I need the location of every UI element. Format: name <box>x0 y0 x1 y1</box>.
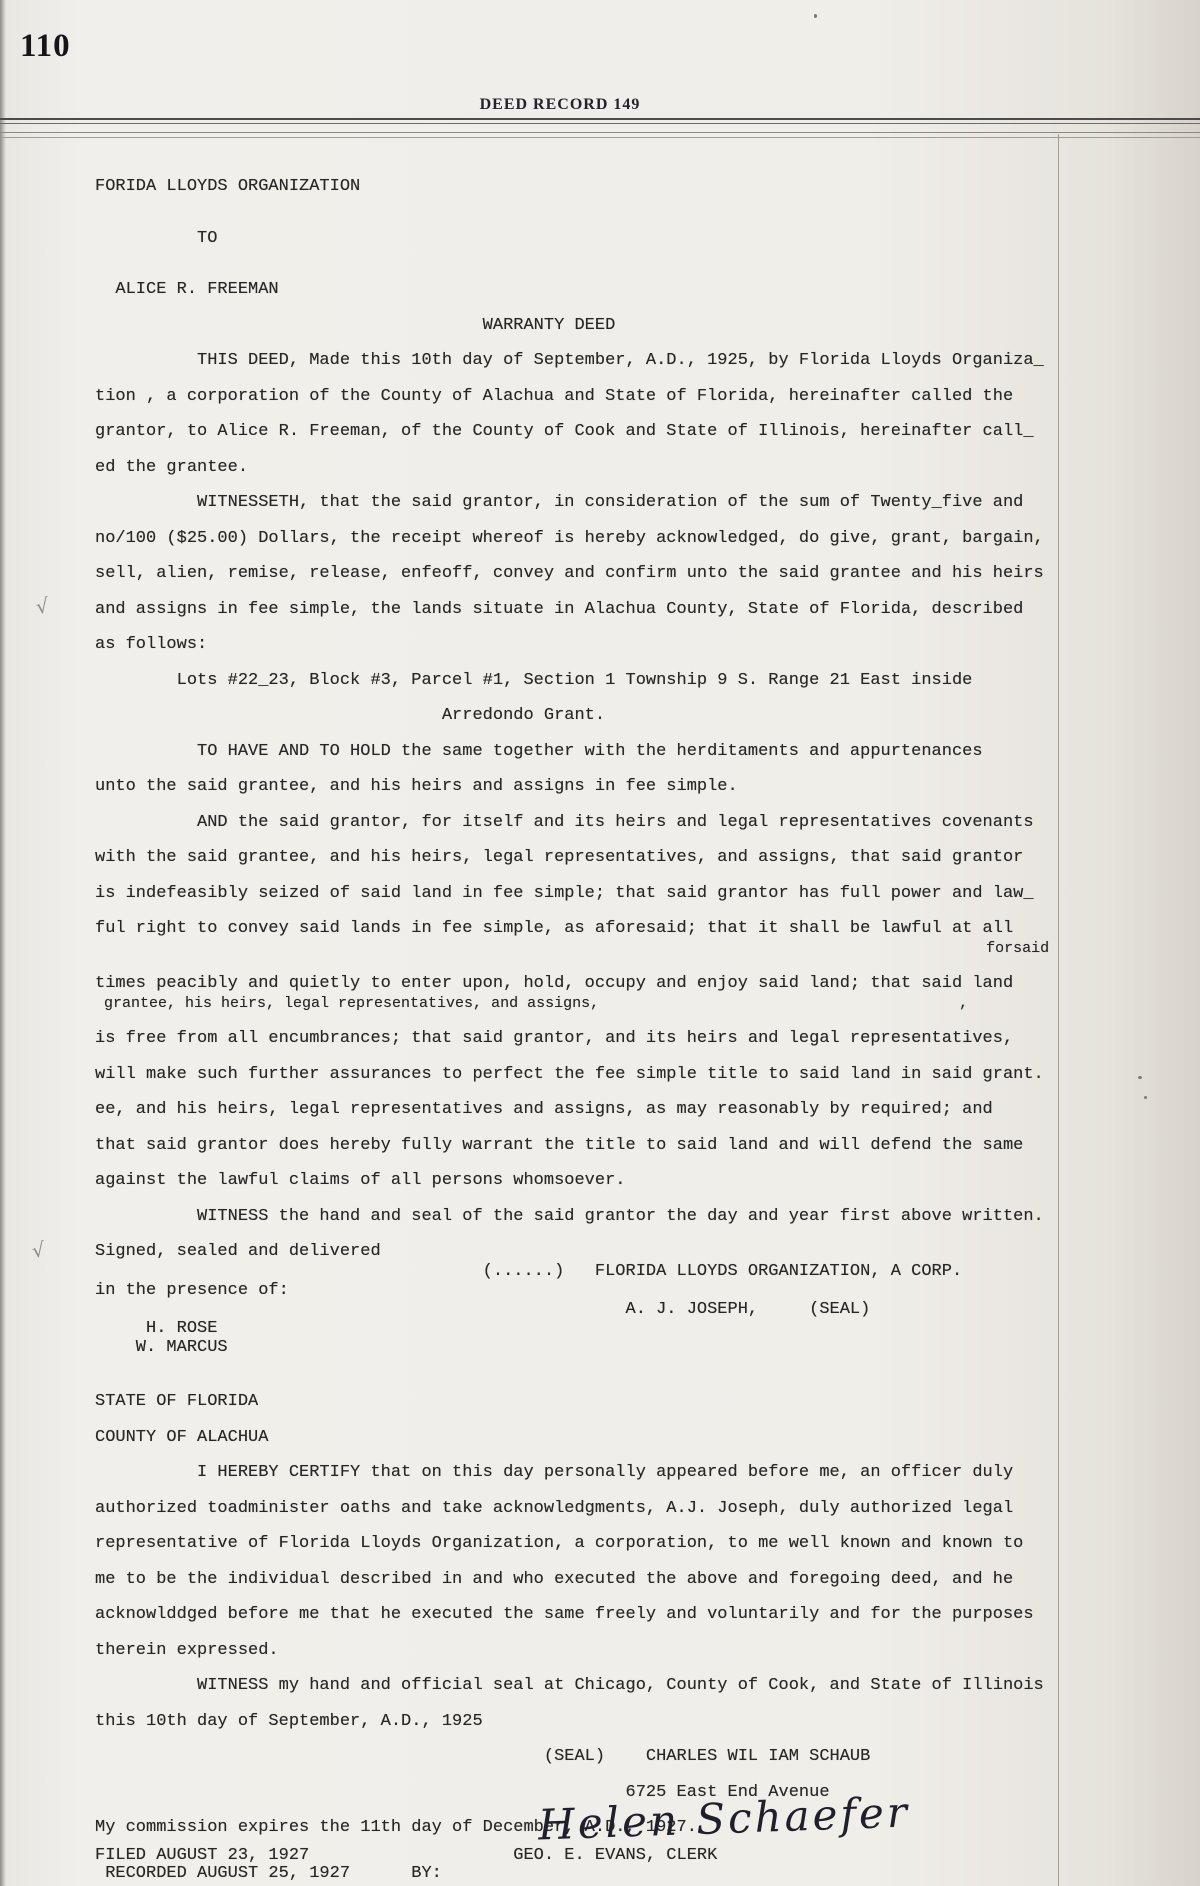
document-line: My commission expires the 11th day of December, A.D., 1927. <box>95 1818 697 1837</box>
document-line: A. J. JOSEPH, (SEAL) <box>95 1299 871 1319</box>
document-line: acknowlddged before me that he executed the same freely and voluntarily and for the purposes <box>95 1605 1034 1624</box>
document-line: Signed, sealed and delivered <box>95 1242 381 1261</box>
document-line: I HEREBY CERTIFY that on this day personally appeared before me, an officer duly <box>95 1463 1014 1482</box>
document-line: will make such further assurances to perfect the fee simple title to said land in said grant. <box>95 1064 1044 1084</box>
page-number: 110 <box>20 28 71 64</box>
document-line: COUNTY OF ALACHUA <box>95 1427 269 1447</box>
document-line: grantor, to Alice R. Freeman, of the County of Cook and State of Illinois, hereinafter call_ <box>95 422 1034 441</box>
document-line: TO <box>95 228 218 248</box>
document-line: authorized toadminister oaths and take acknowledgments, A.J. Joseph, duly authorized legal <box>95 1498 1014 1518</box>
document-line: sell, alien, remise, release, enfeoff, convey and confirm unto the said grantee and his heirs <box>95 564 1044 583</box>
document-line: in the presence of: <box>95 1280 289 1300</box>
document-line: no/100 ($25.00) Dollars, the receipt whereof is hereby acknowledged, do give, grant, bargain, <box>95 528 1044 548</box>
document-line: TO HAVE AND TO HOLD the same together with the herditaments and appurtenances <box>95 741 983 761</box>
document-line: ALICE R. FREEMAN <box>95 280 279 299</box>
document-line: H. ROSE <box>95 1318 218 1338</box>
document-line: unto the said grantee, and his heirs and assigns in fee simple. <box>95 777 738 796</box>
document-line: as follows: <box>95 635 208 654</box>
document-line: WARRANTY DEED <box>95 315 616 335</box>
document-line: Arredondo Grant. <box>95 706 606 725</box>
document-line: (......) FLORIDA LLOYDS ORGANIZATION, A CORP. <box>95 1261 963 1281</box>
document-line: that said grantor does hereby fully warrant the title to said land and will defend the same <box>95 1135 1024 1155</box>
document-line: forsaid <box>95 939 1050 957</box>
scan-speck <box>814 14 817 18</box>
document-line: (SEAL) CHARLES WIL IAM SCHAUB <box>95 1747 871 1766</box>
document-line: THIS DEED, Made this 10th day of September, A.D., 1925, by Florida Lloyds Organiza_ <box>95 351 1044 370</box>
document-line: STATE OF FLORIDA <box>95 1392 259 1411</box>
scan-speck <box>1138 1076 1142 1079</box>
document-line <box>95 1372 1155 1391</box>
clerk-signature: Helen Schaefer <box>537 1787 911 1850</box>
document-line: is free from all encumbrances; that said grantor, and its heirs and legal representatives, <box>95 1029 1014 1048</box>
document-line: RECORDED AUGUST 25, 1927 BY: <box>95 1863 442 1883</box>
document-line: this 10th day of September, A.D., 1925 <box>95 1711 483 1731</box>
document-line: ful right to convey said lands in fee simple, as aforesaid; that it shall be lawful at all <box>95 919 1014 938</box>
scan-speck <box>1144 1096 1147 1099</box>
document-line: ed the grantee. <box>95 457 249 477</box>
document-line: with the said grantee, and his heirs, legal representatives, and assigns, that said grantor <box>95 848 1024 867</box>
document-line: grantee, his heirs, legal representatives, and assigns, , <box>95 994 969 1012</box>
document-line: times peacibly and quietly to enter upon, hold, occupy and enjoy said land; that said land <box>95 974 1014 993</box>
document-line: FILED AUGUST 23, 1927 GEO. E. EVANS, CLERK <box>95 1845 718 1865</box>
document-line: against the lawful claims of all persons whomsoever. <box>95 1171 626 1190</box>
document-line: FORIDA LLOYDS ORGANIZATION <box>95 177 361 196</box>
document-line: 6725 East End Avenue <box>95 1782 830 1802</box>
header-thin-rule <box>0 132 1200 138</box>
margin-checkmark: √ <box>34 593 51 619</box>
document-line: ee, and his heirs, legal representatives and assigns, as may reasonably by required; and <box>95 1100 993 1119</box>
document-line: me to be the individual described in and who executed the above and foregoing deed, and he <box>95 1569 1014 1589</box>
document-line: AND the said grantor, for itself and its heirs and legal representatives covenants <box>95 812 1034 832</box>
document-line: therein expressed. <box>95 1640 279 1660</box>
ledger-header-title: DEED RECORD 149 <box>479 96 641 113</box>
document-line: Lots #22_23, Block #3, Parcel #1, Section 1 Township 9 S. Range 21 East inside <box>95 670 973 690</box>
document-body <box>95 176 1155 1886</box>
document-line: WITNESSETH, that the said grantor, in consideration of the sum of Twenty_five and <box>95 493 1024 512</box>
document-line: WITNESS my hand and official seal at Chicago, County of Cook, and State of Illinois <box>95 1676 1044 1695</box>
document-line: W. MARCUS <box>95 1337 228 1357</box>
document-line: tion , a corporation of the County of Alachua and State of Florida, hereinafter called the <box>95 386 1014 406</box>
document-line: is indefeasibly seized of said land in fee simple; that said grantor has full power and law_ <box>95 883 1034 903</box>
document-line: representative of Florida Lloyds Organization, a corporation, to me well known and known to <box>95 1534 1024 1553</box>
document-line: and assigns in fee simple, the lands situate in Alachua County, State of Florida, described <box>95 599 1024 619</box>
document-line: WITNESS the hand and seal of the said grantor the day and year first above written. <box>95 1206 1044 1226</box>
header-double-rule <box>0 118 1200 124</box>
margin-checkmark: √ <box>30 1237 47 1263</box>
